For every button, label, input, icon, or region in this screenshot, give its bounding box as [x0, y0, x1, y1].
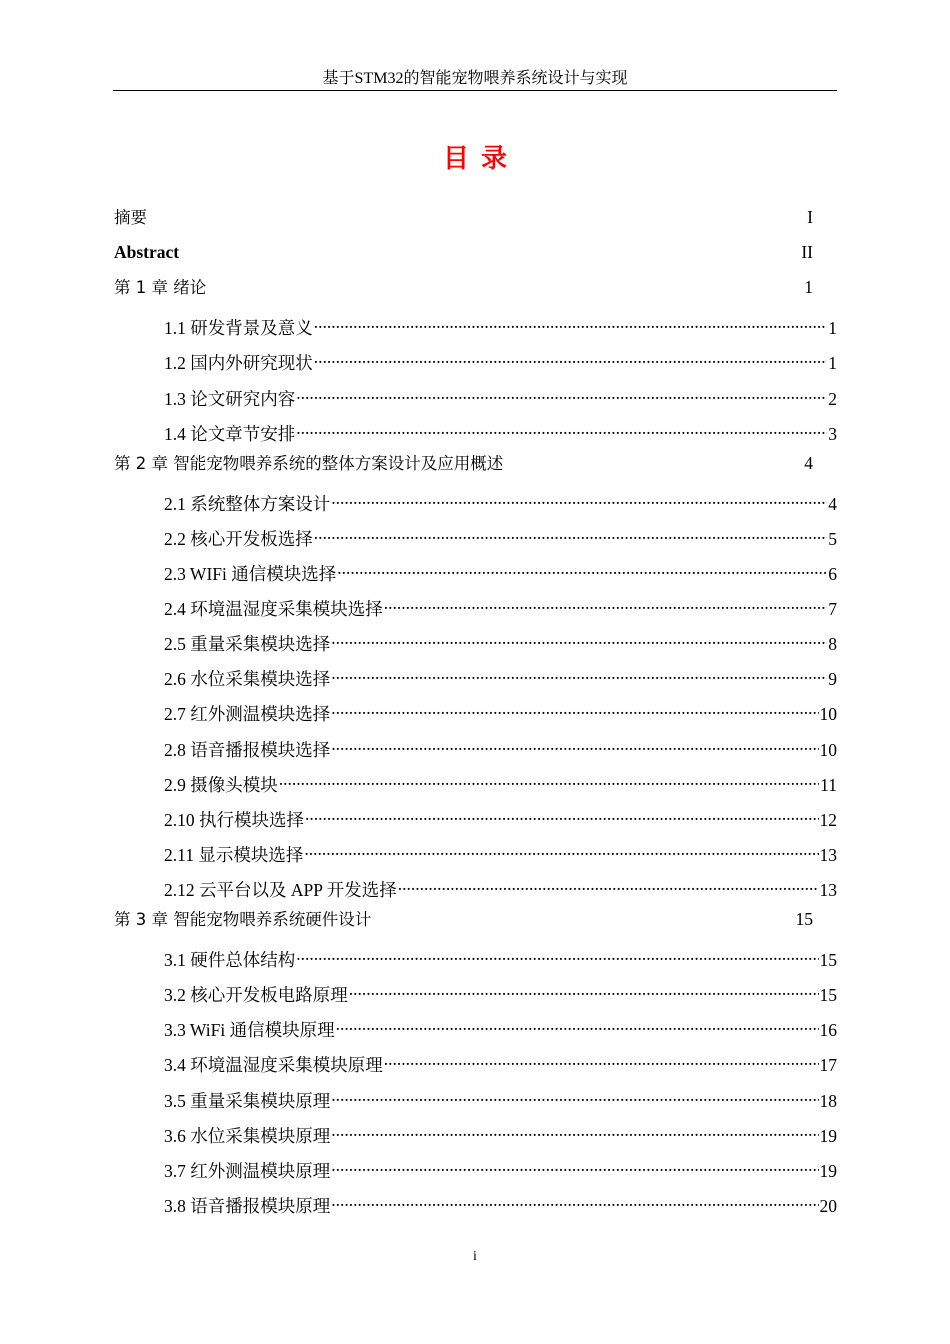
toc-title: 目录 [442, 144, 519, 174]
toc-entry-label: 1.4 论文章节安排 [164, 424, 296, 444]
toc-entry-label: 3.3 WiFi 通信模块原理 [164, 1020, 335, 1040]
toc-section-entry[interactable] [164, 310, 837, 338]
running-header: 基于STM32的智能宠物喂养系统设计与实现 [322, 70, 628, 87]
toc-section-entry[interactable] [164, 1047, 837, 1075]
toc-entry-page-number: 20 [819, 1196, 837, 1216]
toc-entry-page-number: 13 [819, 845, 837, 865]
toc-entry-page-number: 15 [819, 950, 837, 970]
toc-entry-page-number: 15 [819, 985, 837, 1005]
toc-chapter-entry[interactable] [114, 451, 813, 475]
toc-entry-page-number: 1 [828, 353, 837, 373]
toc-entry-label: 3.6 水位采集模块原理 [164, 1126, 331, 1146]
toc-dot-leader [331, 732, 818, 756]
toc-entry-page-number: II [801, 242, 813, 262]
toc-entry-page-number: 11 [820, 775, 837, 795]
toc-dot-leader [296, 416, 827, 440]
toc-section-entry[interactable] [164, 1083, 837, 1111]
toc-entry-label: 2.5 重量采集模块选择 [164, 634, 331, 654]
toc-entry-page-number: 8 [828, 634, 837, 654]
toc-entry-page-number: 18 [819, 1091, 837, 1111]
toc-entry-page-number: 15 [795, 909, 813, 929]
toc-dot-leader [314, 310, 828, 334]
toc-entry-page-number: 19 [819, 1161, 837, 1181]
toc-entry-label: 2.8 语音播报模块选择 [164, 740, 331, 760]
toc-section-entry[interactable] [164, 1012, 837, 1040]
toc-entry-label: 第 2 章 智能宠物喂养系统的整体方案设计及应用概述 [114, 454, 504, 473]
toc-entry-label: 1.1 研发背景及意义 [164, 318, 313, 338]
toc-section-entry[interactable] [164, 977, 837, 1005]
toc-section-entry[interactable] [164, 416, 837, 444]
toc-dot-leader [314, 521, 828, 545]
toc-entry-page-number: 1 [804, 277, 813, 297]
header-rule [113, 90, 837, 91]
toc-entry-label: 2.4 环境温湿度采集模块选择 [164, 599, 383, 619]
toc-chapter-entry[interactable] [114, 240, 813, 264]
toc-entry-label: Abstract [114, 242, 180, 262]
toc-entry-page-number: 1 [828, 318, 837, 338]
toc-section-entry[interactable] [164, 626, 837, 654]
toc-section-entry[interactable] [164, 661, 837, 689]
toc-dot-leader [296, 942, 818, 966]
toc-entry-page-number: 2 [828, 389, 837, 409]
toc-dot-leader [296, 381, 827, 405]
toc-entry-page-number: 17 [819, 1055, 837, 1075]
toc-section-entry[interactable] [164, 591, 837, 619]
toc-section-entry[interactable] [164, 767, 837, 795]
toc-entry-label: 2.2 核心开发板选择 [164, 529, 313, 549]
toc-chapter-entry[interactable] [114, 275, 813, 299]
page-number: i [473, 1249, 477, 1264]
toc-entry-label: 2.12 云平台以及 APP 开发选择 [164, 880, 397, 900]
toc-entry-page-number: 19 [819, 1126, 837, 1146]
toc-entry-page-number: 9 [828, 669, 837, 689]
toc-dot-leader [331, 1083, 818, 1107]
toc-dot-leader [398, 872, 819, 896]
toc-dot-leader [384, 591, 828, 615]
toc-dot-leader [331, 1153, 818, 1177]
toc-section-entry[interactable] [164, 696, 837, 724]
toc-entry-label: 3.2 核心开发板电路原理 [164, 985, 348, 1005]
toc-entry-label: 2.6 水位采集模块选择 [164, 669, 331, 689]
toc-section-entry[interactable] [164, 872, 837, 900]
toc-dot-leader [331, 626, 827, 650]
toc-dot-leader [384, 1047, 819, 1071]
toc-section-entry[interactable] [164, 802, 837, 830]
toc-dot-leader [314, 345, 828, 369]
toc-entry-label: 1.3 论文研究内容 [164, 389, 296, 409]
toc-entry-label: 第 3 章 智能宠物喂养系统硬件设计 [114, 910, 372, 929]
toc-section-entry[interactable] [164, 837, 837, 865]
toc-entry-label: 3.4 环境温湿度采集模块原理 [164, 1055, 383, 1075]
toc-section-entry[interactable] [164, 556, 837, 584]
toc-entry-label: 2.7 红外测温模块选择 [164, 704, 331, 724]
toc-section-entry[interactable] [164, 1118, 837, 1146]
toc-section-entry[interactable] [164, 345, 837, 373]
toc-section-entry[interactable] [164, 732, 837, 760]
toc-dot-leader [331, 486, 827, 510]
toc-entry-label: 2.1 系统整体方案设计 [164, 494, 331, 514]
toc-section-entry[interactable] [164, 486, 837, 514]
toc-dot-leader [331, 696, 818, 720]
toc-entry-page-number: 4 [804, 453, 813, 473]
toc-dot-leader [337, 556, 827, 580]
toc-section-entry[interactable] [164, 942, 837, 970]
toc-section-entry[interactable] [164, 521, 837, 549]
toc-dot-leader [304, 837, 818, 861]
toc-entry-label: 3.8 语音播报模块原理 [164, 1196, 331, 1216]
toc-entry-page-number: I [807, 207, 813, 227]
toc-entry-page-number: 3 [828, 424, 837, 444]
toc-dot-leader [279, 767, 819, 791]
toc-entry-page-number: 13 [819, 880, 837, 900]
toc-dot-leader [331, 1118, 818, 1142]
toc-entry-label: 2.11 显示模块选择 [164, 845, 304, 865]
toc-entry-page-number: 7 [828, 599, 837, 619]
toc-entry-page-number: 16 [819, 1020, 837, 1040]
toc-entry-page-number: 10 [819, 704, 837, 724]
toc-dot-leader [349, 977, 819, 1001]
toc-section-entry[interactable] [164, 381, 837, 409]
toc-dot-leader [331, 1188, 818, 1212]
toc-entry-page-number: 10 [819, 740, 837, 760]
toc-entry-label: 1.2 国内外研究现状 [164, 353, 313, 373]
toc-dot-leader [331, 661, 827, 685]
toc-chapter-entry[interactable] [114, 205, 813, 229]
toc-entry-label: 3.5 重量采集模块原理 [164, 1091, 331, 1111]
toc-section-entry[interactable] [164, 1188, 837, 1216]
toc-dot-leader [336, 1012, 819, 1036]
toc-entry-page-number: 12 [819, 810, 837, 830]
toc-entry-label: 3.7 红外测温模块原理 [164, 1161, 331, 1181]
toc-dot-leader [305, 802, 819, 826]
toc-entry-label: 第 1 章 绪论 [114, 278, 207, 297]
toc-entry-label: 2.3 WIFi 通信模块选择 [164, 564, 337, 584]
toc-entry-page-number: 4 [828, 494, 837, 514]
toc-section-entry[interactable] [164, 1153, 837, 1181]
toc-entry-label: 3.1 硬件总体结构 [164, 950, 296, 970]
toc-entry-page-number: 6 [828, 564, 837, 584]
toc-entry-label: 2.10 执行模块选择 [164, 810, 304, 830]
toc-entry-page-number: 5 [828, 529, 837, 549]
toc-entry-label: 摘要 [114, 208, 147, 227]
toc-entry-label: 2.9 摄像头模块 [164, 775, 278, 795]
toc-chapter-entry[interactable] [114, 907, 813, 931]
